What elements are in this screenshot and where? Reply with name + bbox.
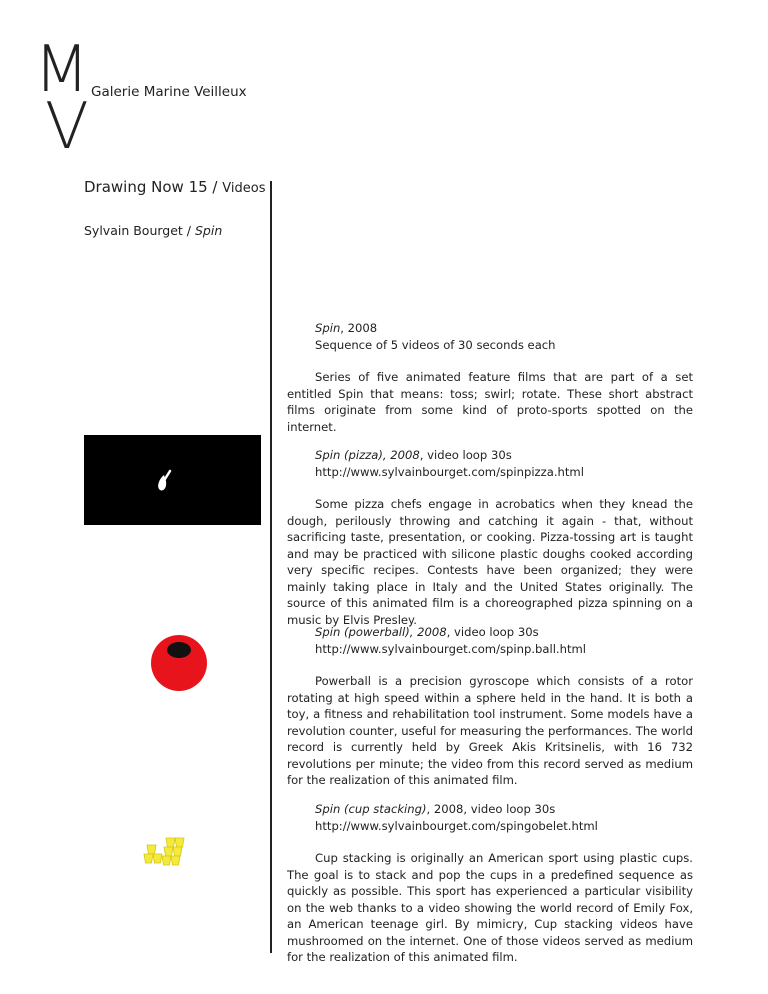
powerball-text: Powerball is a precision gyroscope which consists of a rotor rotating at high speed within a sphere held in the hand. It is both a toy, a fitness and rehabilitation tool instrument. Some models have a revolution counter, useful for measuring the performances. The world record is currently held by Greek Akis Kritsinelis, with 16 732 revolutions per minute; the video from this record served as medium for the realization of this animated film. bbox=[287, 674, 693, 787]
cup-stacking-meta: , 2008, video loop 30s bbox=[426, 802, 556, 816]
powerball-section bbox=[287, 624, 693, 789]
powerball-meta: , video loop 30s bbox=[446, 625, 539, 639]
pizza-meta: , video loop 30s bbox=[419, 448, 512, 462]
pizza-text: Some pizza chefs engage in acrobatics when they knead the dough, perilously throwing and catching it again - that, without sacrificing taste, presentation, or cooking. Pizza-tossing art is taught and may be practiced with silicone plastic doughs cooked according very specific recipes. Contests have been organized; they were mainly taking place in Italy and the United States originally. The source of this animated film is a choreographed pizza spinning on a music by Elvis Presley. bbox=[287, 497, 693, 627]
pizza-video-thumbnail[interactable] bbox=[84, 435, 261, 525]
powerball-video-thumbnail[interactable] bbox=[84, 613, 261, 713]
artist-line bbox=[84, 223, 222, 238]
powerball-title: Spin (powerball), 2008 bbox=[315, 625, 447, 639]
section-name: Videos bbox=[222, 181, 266, 196]
intro-title: Spin bbox=[315, 321, 341, 335]
powerball-icon bbox=[84, 613, 261, 713]
powerball-url[interactable]: http://www.sylvainbourget.com/spinp.ball.html bbox=[315, 641, 587, 656]
work-name: Spin bbox=[194, 223, 223, 238]
pizza-heading bbox=[287, 447, 693, 464]
cup-stacking-title: Spin (cup stacking) bbox=[315, 802, 427, 816]
cup-stacking-text: Cup stacking is originally an American sport using plastic cups. The goal is to stack and pop the cups in a predefined sequence as quickly as possible. This sport has experienced a particular visibility on the web thanks to a video showing the world record of Emily Fox, an American teenage girl. By mimicry, Cup stacking videos have mushroomed on the internet. One of those videos served as medium for the realization of this animated film. bbox=[287, 851, 693, 964]
cup-stacking-video-thumbnail[interactable] bbox=[84, 790, 261, 880]
intro-text: Series of five animated feature films that are part of a set entitled Spin that means: toss; swirl; rotate. These short abstract films originate from some kind of proto-sports spotted on the internet. bbox=[287, 370, 693, 434]
pizza-dough-icon bbox=[84, 435, 261, 525]
cup-stacking-url[interactable]: http://www.sylvainbourget.com/spingobelet.html bbox=[315, 818, 598, 833]
exhibition-name: Drawing Now 15 / bbox=[84, 178, 223, 196]
cup-stacking-section bbox=[287, 801, 693, 966]
intro-description: Sequence of 5 videos of 30 seconds each bbox=[315, 337, 556, 352]
intro-heading bbox=[287, 320, 693, 337]
cups-icon bbox=[84, 790, 261, 880]
exhibition-title bbox=[84, 178, 265, 196]
logo-letter-v: V bbox=[45, 90, 89, 164]
pizza-url[interactable]: http://www.sylvainbourget.com/spinpizza.html bbox=[315, 464, 584, 479]
vertical-divider bbox=[270, 181, 272, 953]
pizza-section bbox=[287, 447, 693, 628]
powerball-heading bbox=[287, 624, 693, 641]
cup-stacking-heading bbox=[287, 801, 693, 818]
gallery-name: Galerie Marine Veilleux bbox=[91, 84, 247, 100]
artist-name: Sylvain Bourget / bbox=[84, 223, 195, 238]
logo-letter-m: M bbox=[34, 33, 90, 107]
intro-section bbox=[287, 320, 693, 435]
pizza-title: Spin (pizza), 2008 bbox=[315, 448, 420, 462]
intro-year: , 2008 bbox=[340, 321, 378, 335]
